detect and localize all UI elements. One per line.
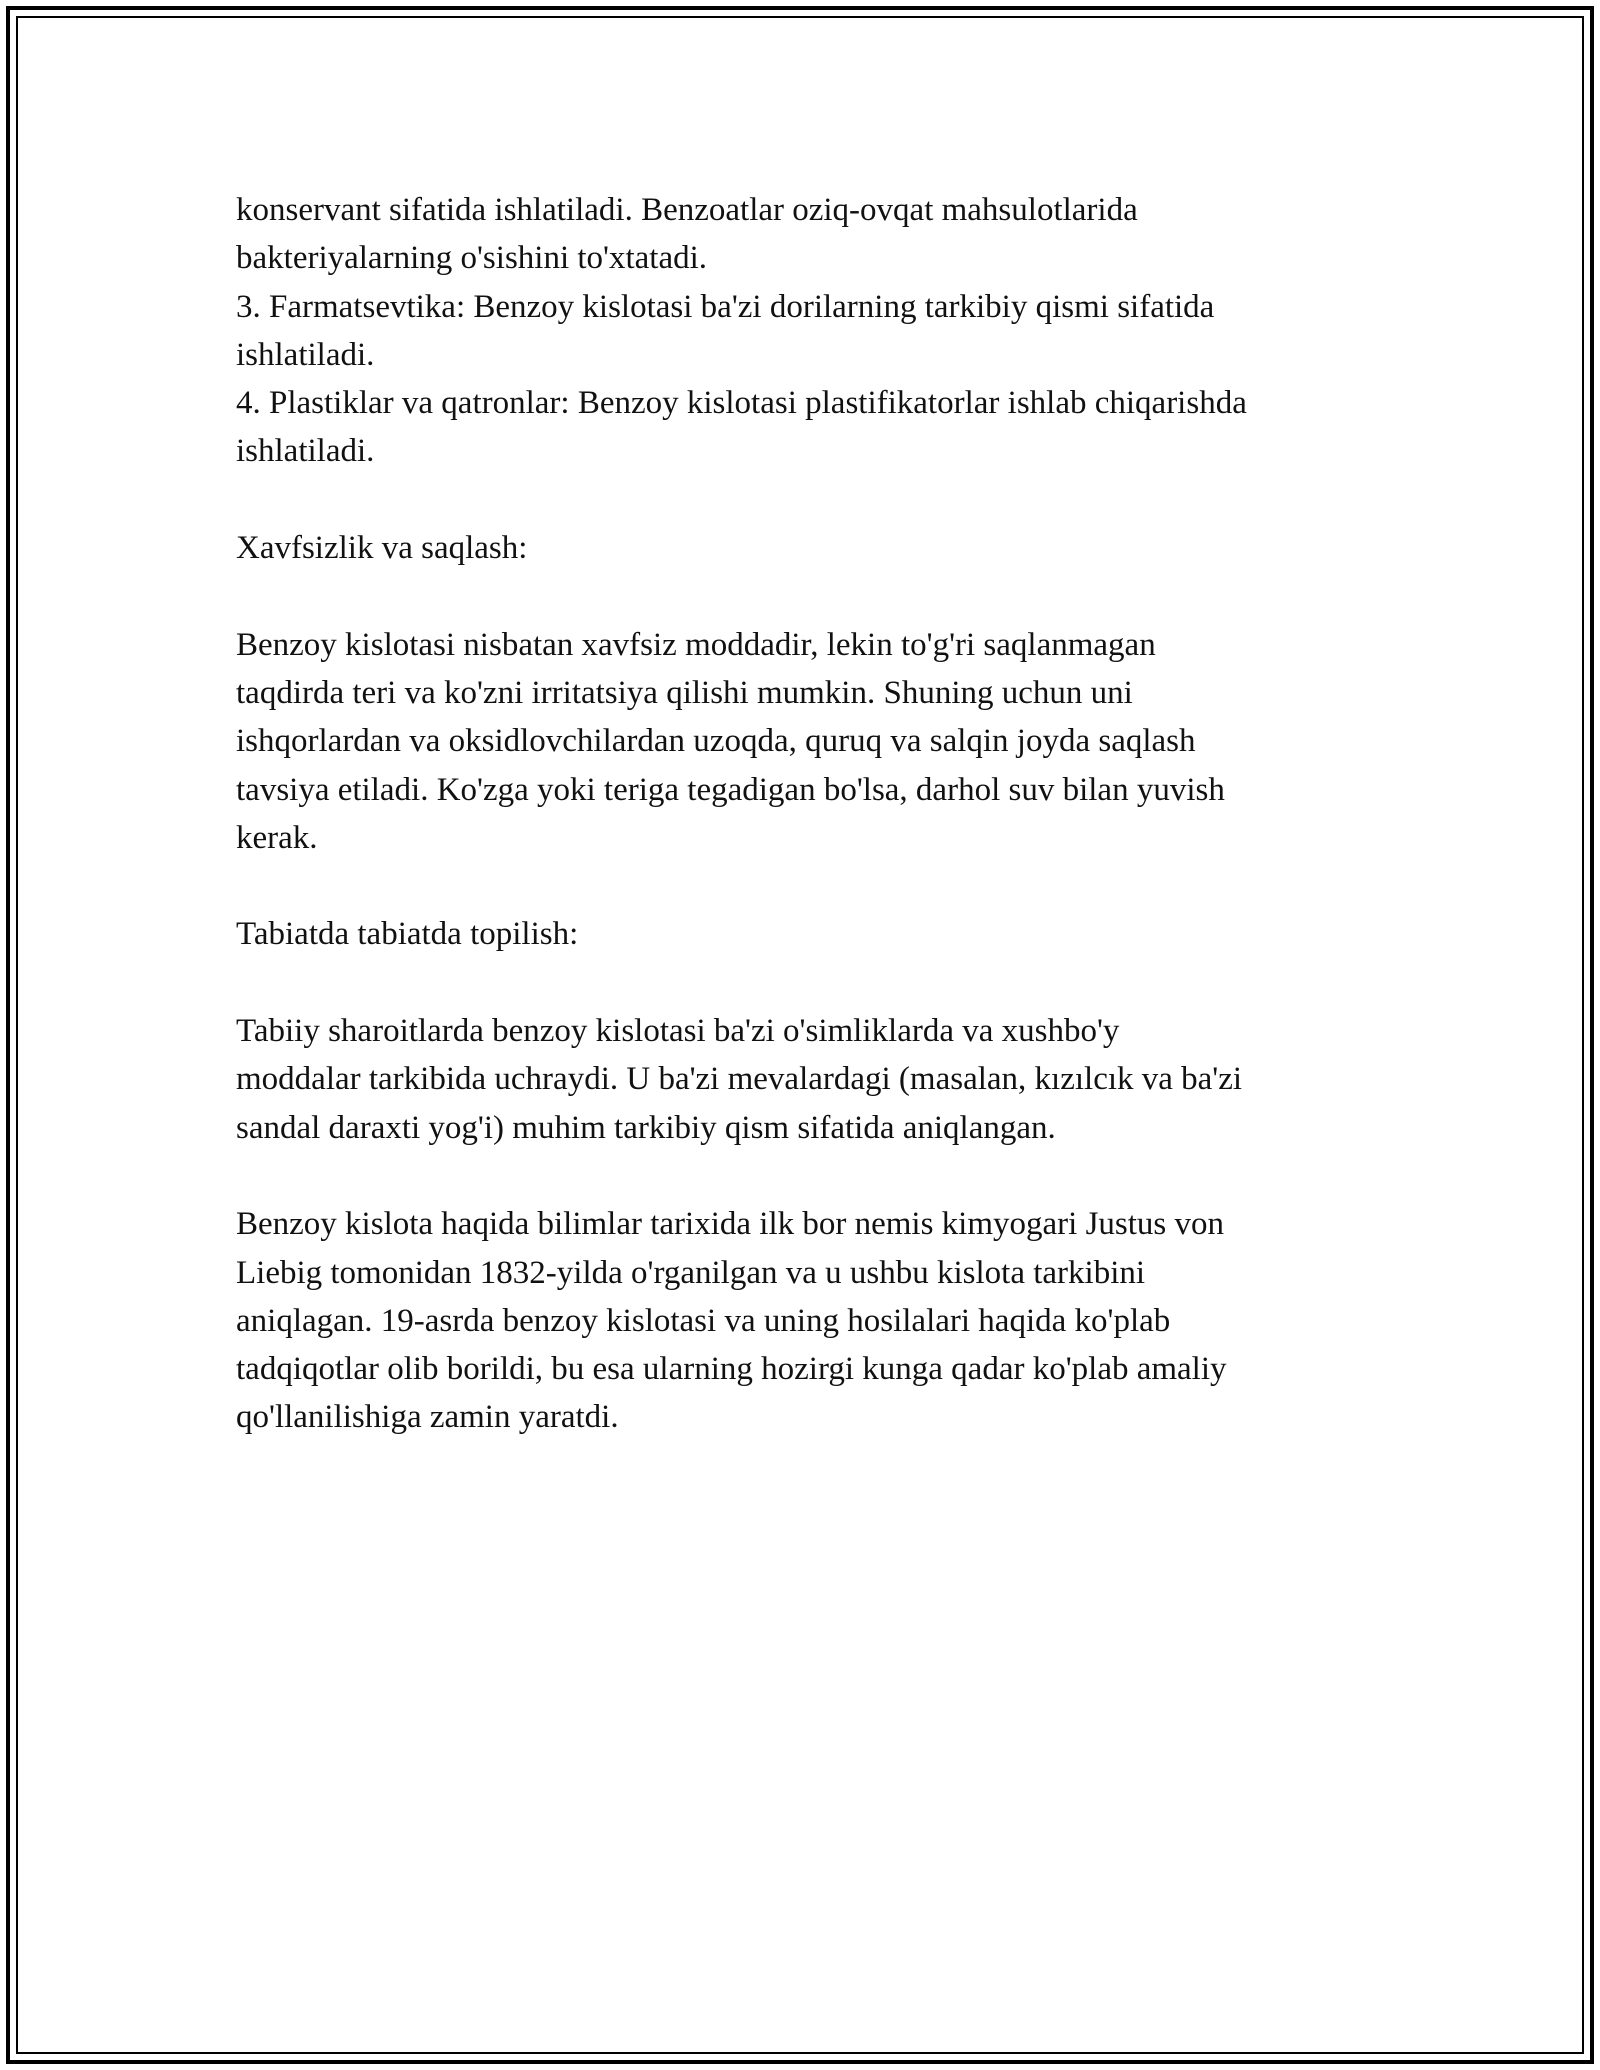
text-line: Liebig tomonidan 1832-yilda o'rganilgan va u ushbu kislota tarkibini [236, 1254, 1146, 1291]
paragraph-nature [236, 1007, 1386, 1152]
paragraph-safety [236, 621, 1386, 862]
text-line: Benzoy kislota haqida bilimlar tarixida ilk bor nemis kimyogari Justus von [236, 1206, 1225, 1243]
blank-line [236, 572, 1386, 620]
blank-line [236, 862, 1386, 910]
text-line: 3. Farmatsevtika: Benzoy kislotasi ba'zi dorilarning tarkibiy qismi sifatida [236, 288, 1215, 325]
section-heading: Tabiatda tabiatda topilish: [236, 916, 579, 953]
blank-line [236, 959, 1386, 1007]
text-line: taqdirda teri va ko'zni irritatsiya qilishi mumkin. Shuning uchun uni [236, 674, 1133, 711]
text-line: tavsiya etiladi. Ko'zga yoki teriga tegadigan bo'lsa, darhol suv bilan yuvish [236, 771, 1225, 808]
text-line: kerak. [236, 819, 318, 856]
heading-safety [236, 524, 1386, 572]
text-line: ishqorlardan va oksidlovchilardan uzoqda, quruq va salqin joyda saqlash [236, 723, 1196, 760]
text-line: Benzoy kislotasi nisbatan xavfsiz moddadir, lekin to'g'ri saqlanmagan [236, 626, 1156, 663]
text-line: moddalar tarkibida uchraydi. U ba'zi mevalardagi (masalan, kızılcık va ba'zi [236, 1061, 1243, 1098]
text-line: qo'llanilishiga zamin yaratdi. [236, 1399, 619, 1436]
text-line: Tabiiy sharoitlarda benzoy kislotasi ba'zi o'simliklarda va xushbo'y [236, 1013, 1120, 1050]
paragraph-uses-continued [236, 186, 1386, 476]
document-body [236, 186, 1386, 1442]
text-line: ishlatiladi. [236, 433, 375, 470]
heading-nature [236, 910, 1386, 958]
text-line: tadqiqotlar olib borildi, bu esa ularning hozirgi kunga qadar ko'plab amaliy [236, 1351, 1227, 1388]
text-line: aniqlagan. 19-asrda benzoy kislotasi va uning hosilalari haqida ko'plab [236, 1302, 1171, 1339]
section-heading: Xavfsizlik va saqlash: [236, 530, 528, 567]
text-line: sandal daraxti yog'i) muhim tarkibiy qism sifatida aniqlangan. [236, 1109, 1056, 1146]
paragraph-history [236, 1200, 1386, 1441]
text-line: konservant sifatida ishlatiladi. Benzoatlar oziq-ovqat mahsulotlarida [236, 192, 1138, 228]
text-line: 4. Plastiklar va qatronlar: Benzoy kislotasi plastifikatorlar ishlab chiqarishda [236, 385, 1247, 422]
text-line: bakteriyalarning o'sishini to'xtatadi. [236, 240, 708, 277]
text-line: ishlatiladi. [236, 336, 375, 373]
blank-line [236, 476, 1386, 524]
blank-line [236, 1152, 1386, 1200]
